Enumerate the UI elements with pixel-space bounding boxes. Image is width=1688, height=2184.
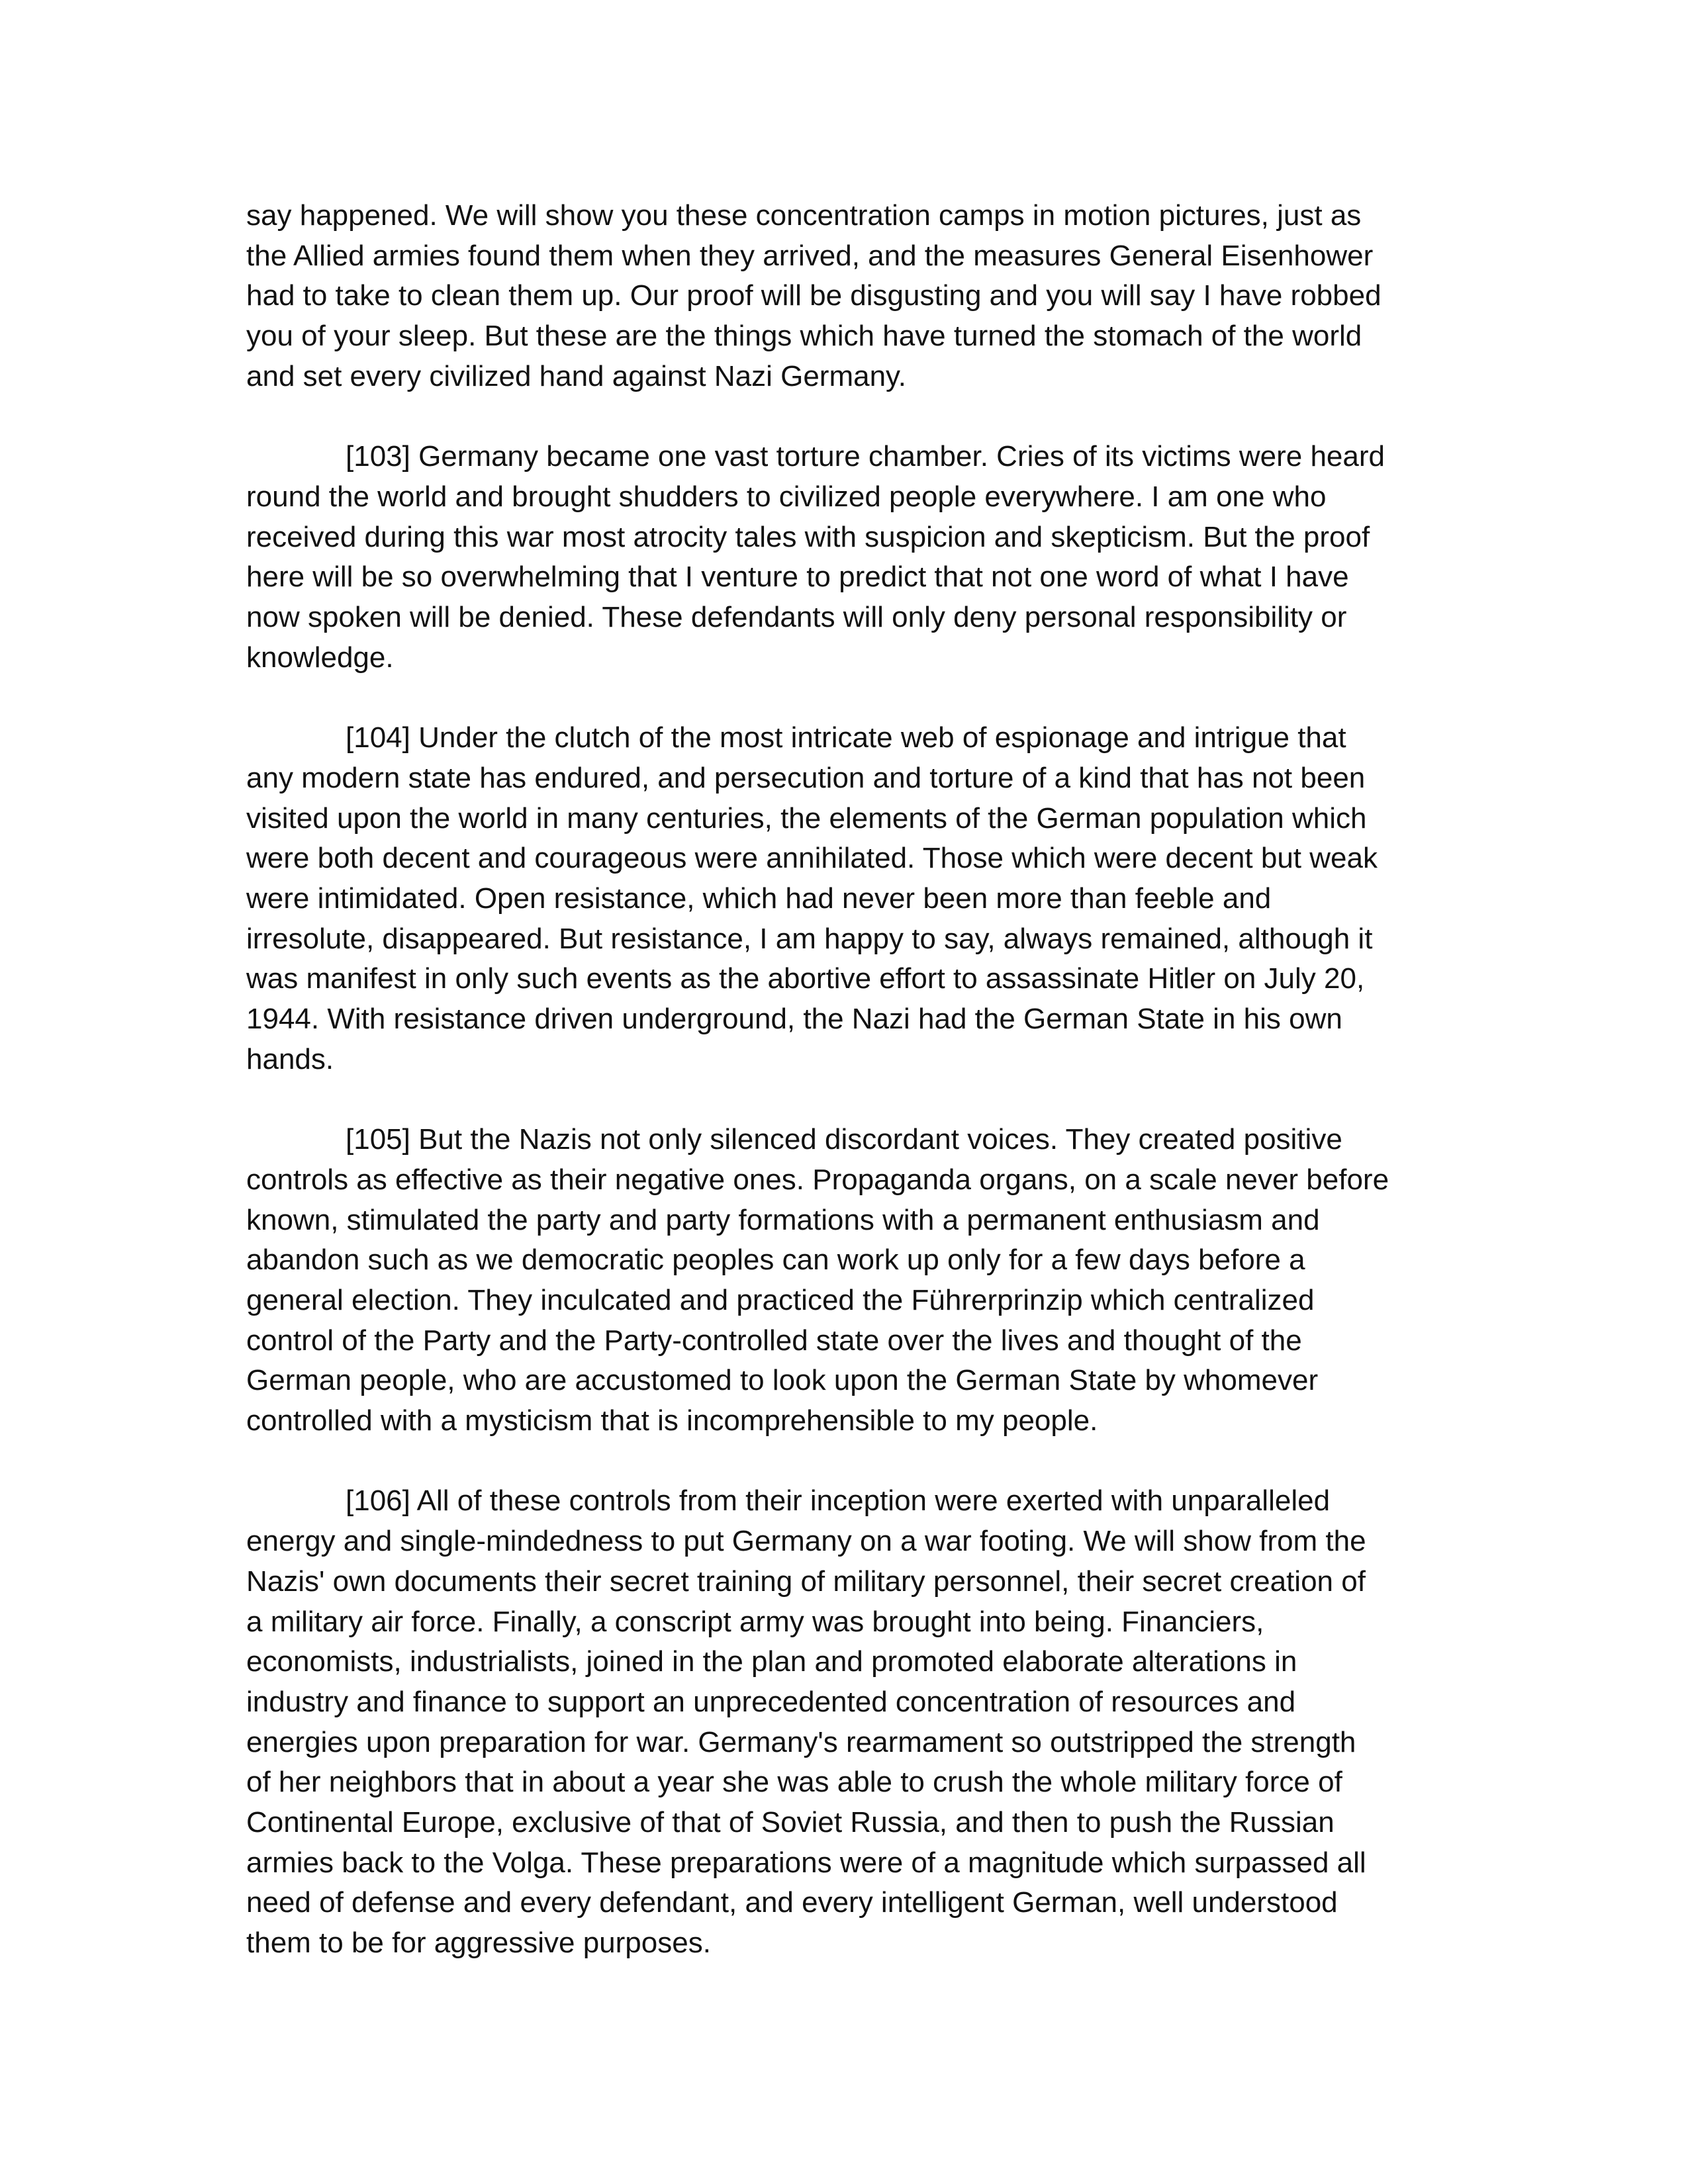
text-line: irresolute, disappeared. But resistance, I am happy to say, always remained, although it	[246, 922, 1373, 955]
text-line: here will be so overwhelming that I venture to predict that not one word of what I have	[246, 561, 1349, 594]
text-line: economists, industrialists, joined in the plan and promoted elaborate alterations in	[246, 1645, 1297, 1678]
text-line: [105] But the Nazis not only silenced discordant voices. They created positive	[346, 1123, 1342, 1156]
text-line: known, stimulated the party and party formations with a permanent enthusiasm and	[246, 1203, 1320, 1236]
text-line: energies upon preparation for war. Germany's rearmament so outstripped the strength	[246, 1725, 1356, 1758]
text-line: had to take to clean them up. Our proof will be disgusting and you will say I have robbed	[246, 279, 1382, 312]
text-line: you of your sleep. But these are the things which have turned the stomach of the world	[246, 320, 1362, 353]
text-line: abandon such as we democratic peoples can work up only for a few days before a	[246, 1244, 1305, 1277]
text-line: of her neighbors that in about a year she was able to crush the whole military force of	[246, 1766, 1342, 1799]
text-line: round the world and brought shudders to civilized people everywhere. I am one who	[246, 480, 1327, 513]
text-line: say happened. We will show you these concentration camps in motion pictures, just as	[246, 199, 1362, 232]
text-line: were intimidated. Open resistance, which had never been more than feeble and	[246, 882, 1272, 915]
text-line: now spoken will be denied. These defendants will only deny personal responsibility or	[246, 601, 1347, 634]
text-line: hands.	[246, 1042, 334, 1075]
text-line: [106] All of these controls from their inception were exerted with unparalleled	[346, 1484, 1331, 1518]
text-line: a military air force. Finally, a conscript army was brought into being. Financiers,	[246, 1605, 1264, 1638]
text-line: Nazis' own documents their secret training of military personnel, their secret creation of	[246, 1565, 1366, 1598]
document-body	[246, 196, 1458, 1964]
text-line: them to be for aggressive purposes.	[246, 1927, 711, 1960]
text-line: [103] Germany became one vast torture chamber. Cries of its victims were heard	[346, 440, 1385, 473]
text-line: armies back to the Volga. These preparations were of a magnitude which surpassed all	[246, 1846, 1366, 1879]
paragraph-105	[246, 1120, 1458, 1441]
text-line: and set every civilized hand against Nazi Germany.	[246, 359, 907, 392]
paragraph-continuation	[246, 196, 1458, 397]
text-line: controls as effective as their negative ones. Propaganda organs, on a scale never before	[246, 1163, 1389, 1196]
text-line: Continental Europe, exclusive of that of Soviet Russia, and then to push the Russian	[246, 1806, 1335, 1839]
text-line: German people, who are accustomed to look upon the German State by whomever	[246, 1364, 1319, 1397]
paragraph-104	[246, 718, 1458, 1079]
text-line: general election. They inculcated and practiced the Führerprinzip which centralized	[246, 1283, 1315, 1316]
text-line: was manifest in only such events as the abortive effort to assassinate Hitler on July 20,	[246, 962, 1365, 995]
text-line: visited upon the world in many centuries, the elements of the German population which	[246, 801, 1367, 835]
text-line: received during this war most atrocity tales with suspicion and skepticism. But the proof	[246, 520, 1370, 553]
text-line: were both decent and courageous were annihilated. Those which were decent but weak	[246, 842, 1378, 875]
text-line: controlled with a mysticism that is incomprehensible to my people.	[246, 1404, 1098, 1437]
text-line: energy and single-mindedness to put Germany on a war footing. We will show from the	[246, 1525, 1366, 1558]
paragraph-103	[246, 437, 1458, 678]
text-line: need of defense and every defendant, and every intelligent German, well understood	[246, 1886, 1338, 1919]
text-line: [104] Under the clutch of the most intricate web of espionage and intrigue that	[346, 721, 1346, 754]
text-line: knowledge.	[246, 641, 394, 674]
text-line: industry and finance to support an unprecedented concentration of resources and	[246, 1685, 1296, 1718]
text-line: any modern state has endured, and persecution and torture of a kind that has not been	[246, 761, 1366, 794]
text-line: the Allied armies found them when they arrived, and the measures General Eisenhower	[246, 239, 1374, 272]
text-line: 1944. With resistance driven underground, the Nazi had the German State in his own	[246, 1003, 1342, 1036]
text-line: control of the Party and the Party-controlled state over the lives and thought of the	[246, 1324, 1302, 1357]
paragraph-106	[246, 1481, 1458, 1963]
